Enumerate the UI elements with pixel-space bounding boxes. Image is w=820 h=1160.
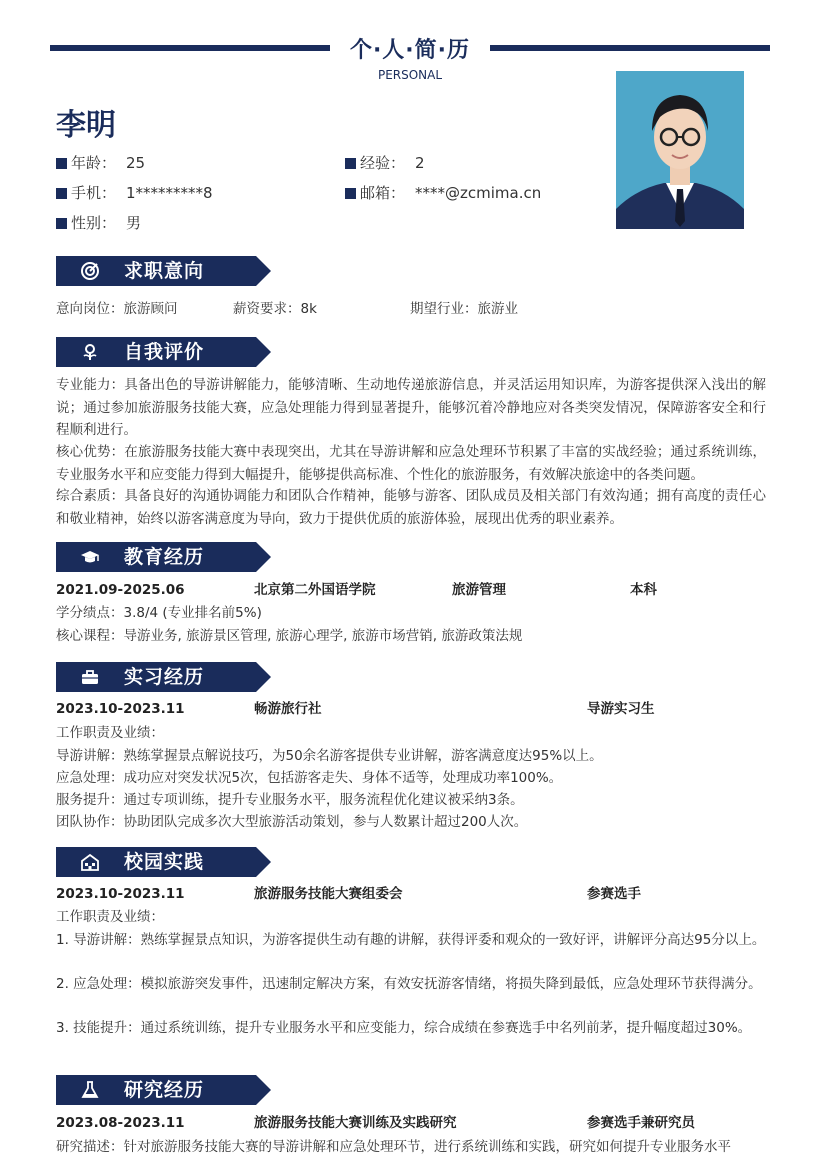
- education-major: 旅游管理: [452, 582, 506, 598]
- campus-intro: 工作职责及业绩：: [56, 909, 164, 925]
- campus-item: 1. 导游讲解：熟练掌握景点知识，为游客提供生动有趣的讲解，获得评委和观众的一致好评，讲解评分高达95分以上。: [56, 932, 766, 948]
- campus-item: 3. 技能提升：通过系统训练，提升专业服务水平和应变能力，综合成绩在参赛选手中名列前茅，提升幅度超过30%。: [56, 1020, 752, 1036]
- phone-value: 1*********8: [126, 184, 213, 202]
- research-period: 2023.08-2023.11: [56, 1115, 185, 1131]
- section-header-campus: [56, 847, 272, 877]
- education-courses: 核心课程：导游业务, 旅游景区管理, 旅游心理学, 旅游市场营销, 旅游政策法规: [56, 628, 523, 644]
- section-header-education: [56, 542, 272, 572]
- section-title: 求职意向: [124, 260, 205, 282]
- bullet-square-icon: [345, 188, 356, 199]
- header-rule-right: [490, 45, 770, 51]
- document-subtitle: PERSONAL: [377, 68, 443, 82]
- intent-salary: 薪资要求：8k: [233, 301, 317, 317]
- experience-field: [345, 153, 425, 173]
- target-icon: [80, 261, 100, 281]
- campus-item: 2. 应急处理：模拟旅游突发事件，迅速制定解决方案，有效安抚游客情绪，将损失降到最低，应急处理环节获得满分。: [56, 976, 762, 992]
- candidate-name: 李明: [56, 108, 116, 143]
- campus-role: 参赛选手: [587, 886, 641, 902]
- internship-row: [56, 698, 766, 720]
- bullet-square-icon: [56, 188, 67, 199]
- age-field: [56, 153, 145, 173]
- section-title: 研究经历: [124, 1079, 205, 1101]
- self-eval-paragraph: 综合素质：具备良好的沟通协调能力和团队合作精神，能够与游客、团队成员及相关部门有效沟通；拥有高度的责任心和敬业精神，始终以游客满意度为导向，致力于提供优质的旅游体验，展现出优秀的职业素养。: [56, 488, 766, 527]
- gender-label: 性别：: [71, 214, 117, 232]
- email-value[interactable]: ****@zcmima.cn: [415, 184, 542, 202]
- section-header-self-eval: [56, 337, 272, 367]
- section-header-intent: [56, 256, 272, 286]
- section-title: 自我评价: [124, 341, 205, 363]
- section-title: 校园实践: [124, 851, 205, 873]
- section-header-internship: [56, 662, 272, 692]
- phone-field: [56, 183, 213, 203]
- internship-line: 服务提升：通过专项训练，提升专业服务水平，服务流程优化建议被采纳3条。: [56, 792, 524, 808]
- education-school: 北京第二外国语学院: [254, 582, 376, 598]
- education-period: 2021.09-2025.06: [56, 582, 185, 598]
- campus-row: [56, 883, 766, 905]
- document-title: 个·人·简·历: [349, 38, 471, 63]
- age-label: 年龄：: [71, 154, 117, 172]
- self-eval-paragraph: 专业能力：具备出色的导游讲解能力，能够清晰、生动地传递旅游信息，并灵活运用知识库，为游客提供深入浅出的解说；通过参加旅游服务技能大赛，应急处理能力得到显著提升，能够沉着冷静地应对各类突发情况，保障游客安全和行程顺利进行。: [56, 377, 766, 438]
- internship-line: 工作职责及业绩：: [56, 725, 164, 741]
- internship-company: 畅游旅行社: [254, 701, 322, 717]
- phone-label: 手机：: [71, 184, 117, 202]
- research-row: [56, 1112, 766, 1134]
- bullet-square-icon: [345, 158, 356, 169]
- experience-label: 经验：: [360, 154, 406, 172]
- research-description: 研究描述：针对旅游服务技能大赛的导游讲解和应急处理环节，进行系统训练和实践，研究如何提升专业服务水平: [56, 1139, 731, 1155]
- research-role: 参赛选手兼研究员: [587, 1115, 695, 1131]
- section-title: 教育经历: [124, 546, 205, 568]
- section-title: 实习经历: [124, 666, 205, 688]
- gender-value: 男: [126, 214, 142, 232]
- intent-industry: 期望行业：旅游业: [410, 301, 518, 317]
- header-rule-left: [50, 45, 330, 51]
- internship-period: 2023.10-2023.11: [56, 701, 185, 717]
- flask-icon: [80, 1080, 100, 1100]
- email-field: [345, 183, 541, 203]
- age-value: 25: [126, 154, 146, 172]
- graduation-cap-icon: [80, 547, 100, 567]
- building-icon: [80, 852, 100, 872]
- briefcase-icon: [80, 667, 100, 687]
- section-header-research: [56, 1075, 272, 1105]
- internship-line: 团队协作：协助团队完成多次大型旅游活动策划，参与人数累计超过200人次。: [56, 814, 528, 830]
- self-eval-paragraph: 核心优势：在旅游服务技能大赛中表现突出，尤其在导游讲解和应急处理环节积累了丰富的实战经验；通过系统训练，专业服务水平和应变能力得到大幅提升，能够提供高标准、个性化的旅游服务，有效解决旅途中的各类问题。: [56, 444, 766, 483]
- bullet-square-icon: [56, 158, 67, 169]
- intent-position: 意向岗位：旅游顾问: [56, 301, 178, 317]
- internship-line: 导游讲解：熟练掌握景点解说技巧，为50余名游客提供专业讲解，游客满意度达95%以上。: [56, 748, 603, 764]
- internship-role: 导游实习生: [587, 701, 655, 717]
- experience-value: 2: [415, 154, 425, 172]
- education-gpa: 学分绩点：3.8/4 (专业排名前5%): [56, 605, 262, 621]
- education-degree: 本科: [630, 582, 657, 598]
- education-row: [56, 579, 766, 601]
- campus-org: 旅游服务技能大赛组委会: [254, 886, 403, 902]
- research-project: 旅游服务技能大赛训练及实践研究: [254, 1115, 457, 1131]
- email-label: 邮箱：: [360, 184, 406, 202]
- campus-period: 2023.10-2023.11: [56, 886, 185, 902]
- gender-field: [56, 213, 141, 233]
- profile-photo: [616, 71, 744, 229]
- flower-icon: [80, 342, 100, 362]
- internship-line: 应急处理：成功应对突发状况5次，包括游客走失、身体不适等，处理成功率100%。: [56, 770, 563, 786]
- bullet-square-icon: [56, 218, 67, 229]
